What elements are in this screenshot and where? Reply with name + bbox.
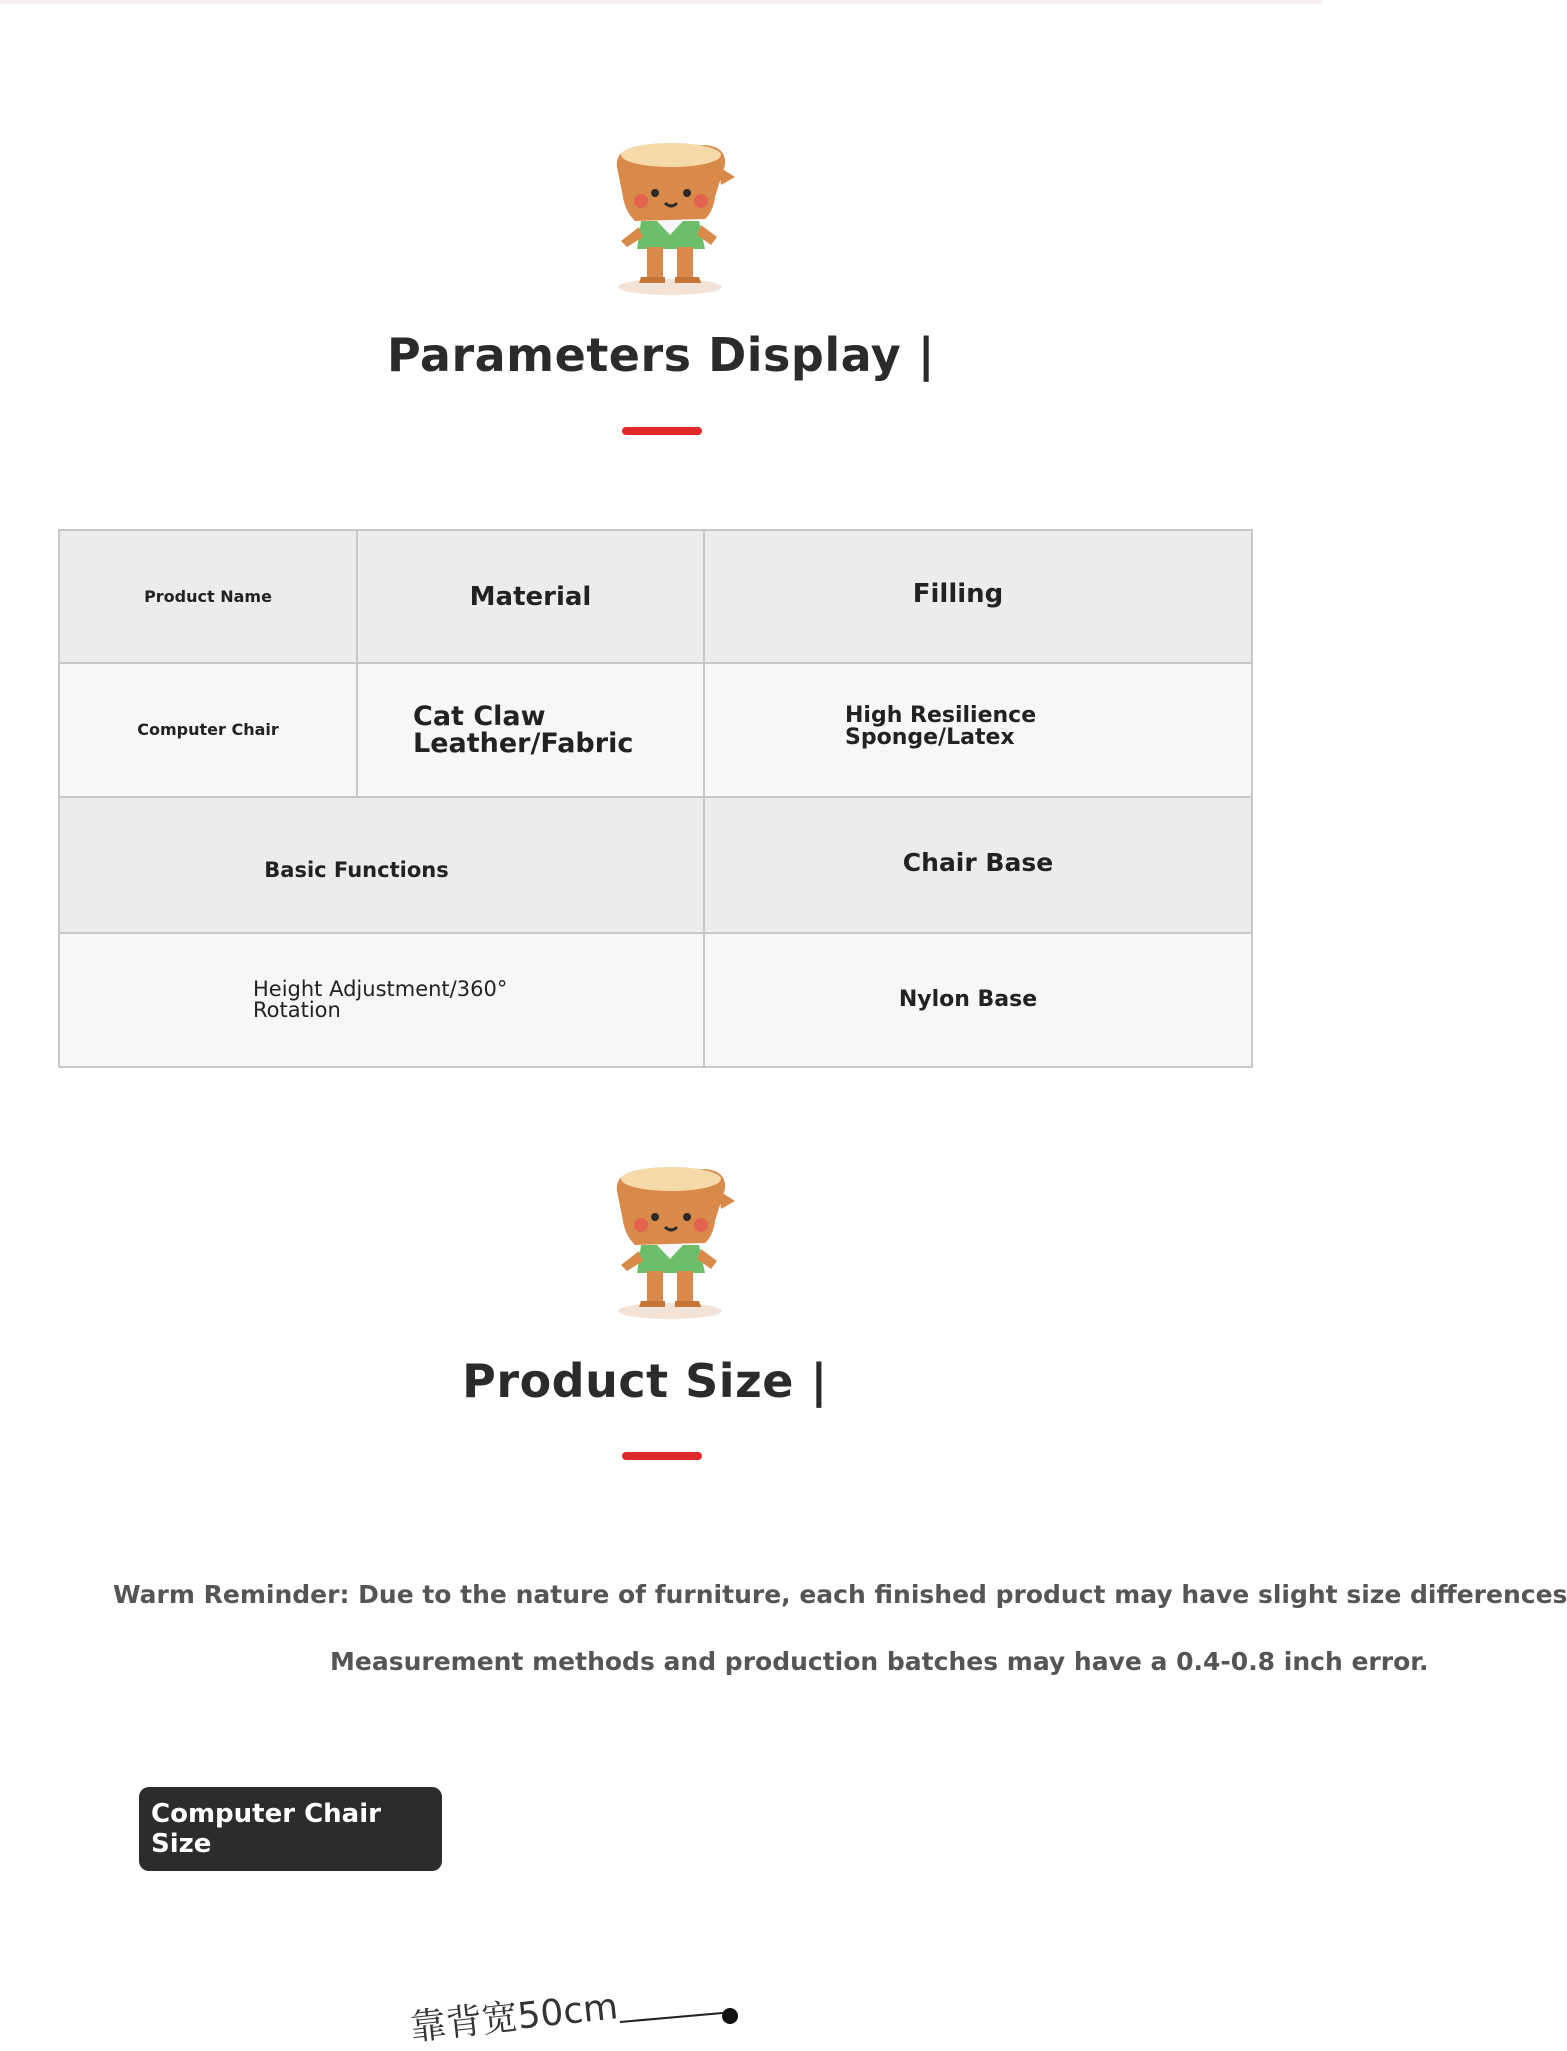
table-header-filling: Filling <box>705 531 1251 664</box>
table-header-chair-base: Chair Base <box>705 798 1251 934</box>
title-underline <box>622 1452 702 1460</box>
computer-chair-size-label: Computer Chair Size <box>151 1799 381 1859</box>
table-cell-chair-base: Nylon Base <box>705 934 1251 1066</box>
reminder-line-1: Warm Reminder: Due to the nature of furniture, each finished product may have slight size differences <box>113 1580 1567 1609</box>
title-underline <box>622 427 702 435</box>
dimension-note: 靠背宽50cm <box>408 1986 620 2049</box>
section-title-parameters: Parameters Display | <box>386 328 936 382</box>
table-cell-filling: High Resilience Sponge/Latex <box>705 664 1251 798</box>
table-header-product-name: Product Name <box>60 531 358 664</box>
parameters-table <box>58 529 1253 1068</box>
dimension-line <box>620 2011 730 2023</box>
tree-stump-mascot-icon <box>595 137 745 297</box>
table-header-basic-functions: Basic Functions <box>60 798 705 934</box>
section-title-product-size: Product Size | <box>462 1354 828 1408</box>
top-strip <box>0 0 1322 4</box>
table-header-material: Material <box>358 531 705 664</box>
reminder-line-2: Measurement methods and production batches may have a 0.4-0.8 inch error. <box>330 1647 1429 1676</box>
table-cell-basic-functions: Height Adjustment/360° Rotation <box>60 934 705 1066</box>
table-cell-product-name: Computer Chair <box>60 664 358 798</box>
tree-stump-mascot-icon <box>595 1161 745 1321</box>
computer-chair-size-button[interactable] <box>139 1787 442 1871</box>
dimension-endpoint-dot <box>722 2008 738 2024</box>
table-cell-material: Cat Claw Leather/Fabric <box>358 664 705 798</box>
